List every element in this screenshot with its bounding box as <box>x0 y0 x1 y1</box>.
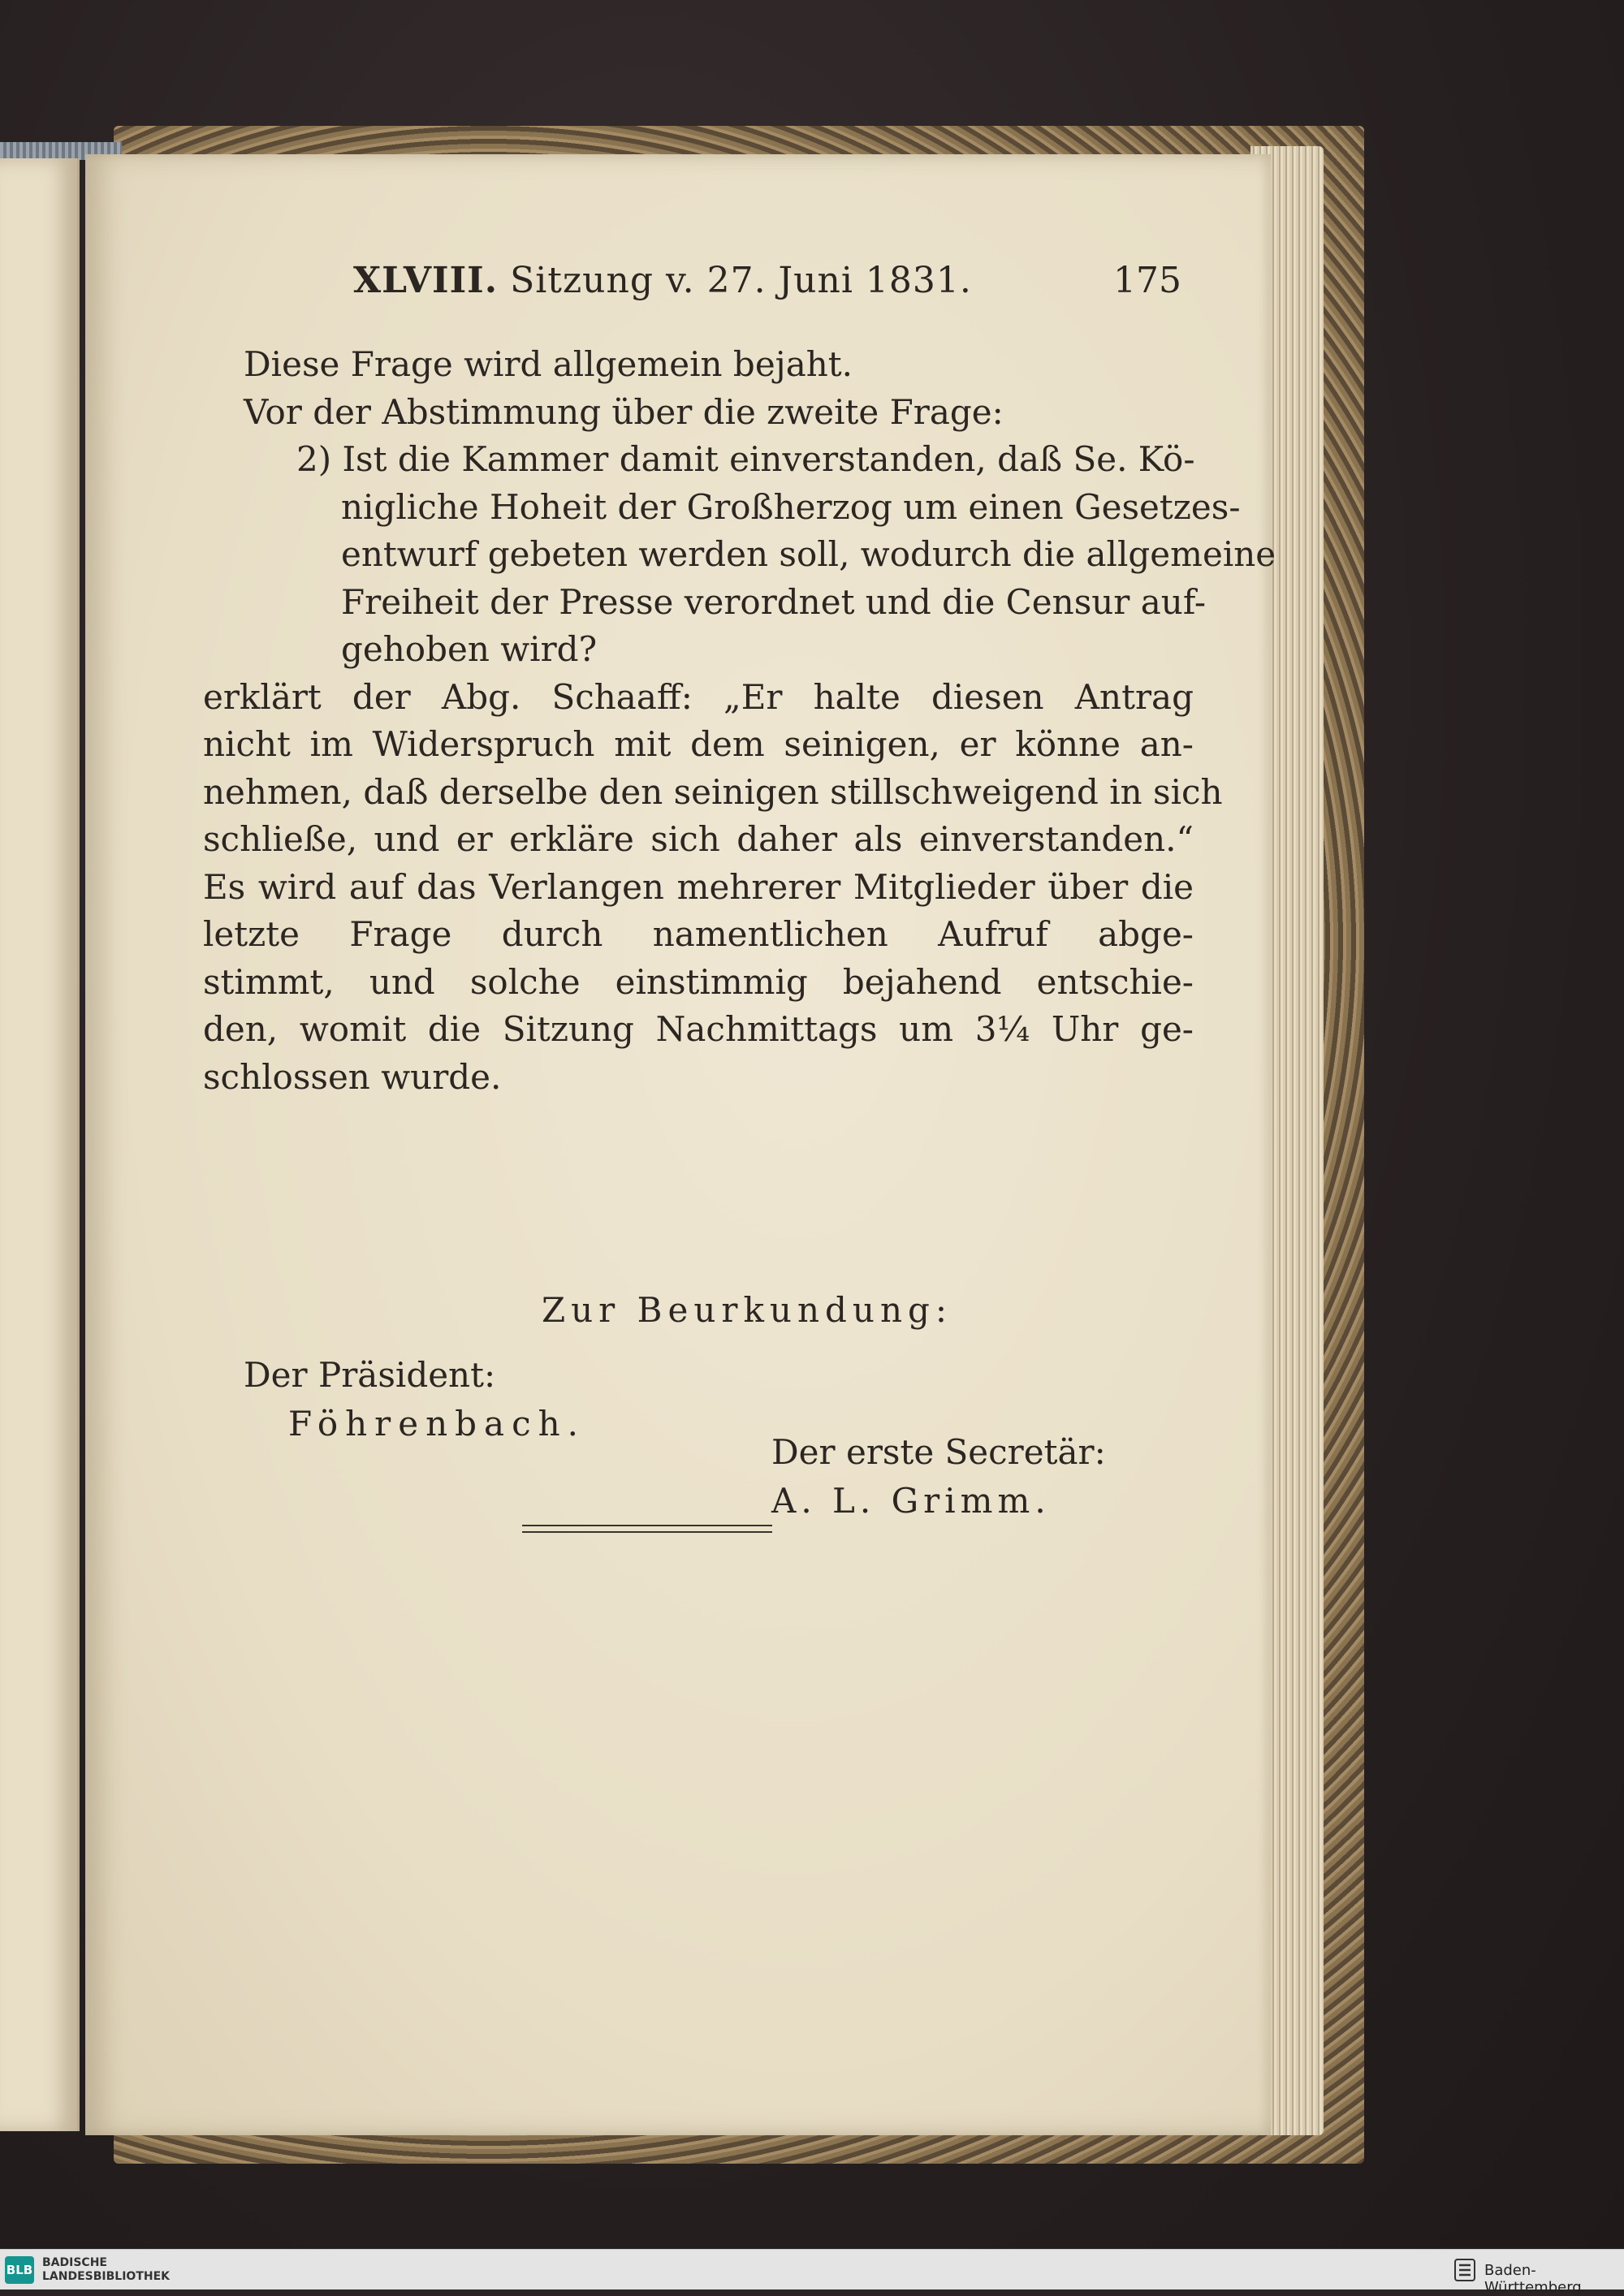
president-label: Der Präsident: <box>244 1355 496 1395</box>
running-header <box>353 260 1181 325</box>
blb-logo-icon[interactable]: BLB <box>5 2256 34 2284</box>
text-line: nehmen, daß derselbe den seinigen stillschweigend in sich <box>203 771 1223 812</box>
session-date: Sitzung v. 27. Juni 1831. <box>510 260 972 301</box>
page-number: 175 <box>1113 260 1181 301</box>
text-line: den, womit die Sitzung Nachmittags um 3¼ Uhr ge- <box>203 1009 1194 1049</box>
president-name: Föhrenbach. <box>288 1404 586 1444</box>
text-line: nigliche Hoheit der Großherzog um einen Gesetzes- <box>341 486 1241 527</box>
text-line: letzte Frage durch namentlichen Aufruf abge- <box>203 914 1194 954</box>
text-line: gehoben wird? <box>341 629 598 669</box>
text-line: Es wird auf das Verlangen mehrerer Mitglieder über die <box>203 866 1194 907</box>
text-line: erklärt der Abg. Schaaff: „Er halte diesen Antrag <box>203 676 1194 717</box>
attestation-block <box>203 1287 1194 1521</box>
closing-double-rule <box>522 1525 772 1533</box>
library-name-line2: LANDESBIBLIOTHEK <box>42 2270 171 2283</box>
footer-bar <box>0 2249 1624 2296</box>
previous-page-edge <box>0 158 80 2131</box>
secretary-name: A. L. Grimm. <box>771 1481 1051 1521</box>
text-line: 2) Ist die Kammer damit einverstanden, daß Se. Kö- <box>296 439 1195 479</box>
attestation-heading: Zur Beurkundung: <box>541 1290 953 1330</box>
header-title <box>353 260 972 301</box>
library-name[interactable] <box>42 2256 170 2284</box>
text-line: Diese Frage wird allgemein bejaht. <box>244 344 853 384</box>
text-line: Freiheit der Presse verordnet und die Censur auf- <box>341 581 1207 622</box>
text-line: schließe, und er erkläre sich daher als einverstanden.“ <box>203 819 1194 859</box>
text-line: stimmt, und solche einstimmig bejahend entschie- <box>203 961 1194 1002</box>
book-page <box>85 154 1276 2135</box>
state-coat-of-arms-icon <box>1453 2258 1476 2282</box>
text-line: schlossen wurde. <box>203 1056 502 1097</box>
library-name-line1: BADISCHE <box>42 2256 107 2269</box>
text-line: entwurf gebeten werden soll, wodurch die allgemeine <box>341 534 1276 574</box>
secretary-label: Der erste Secretär: <box>771 1432 1106 1472</box>
text-line: Vor der Abstimmung über die zweite Frage: <box>244 391 1004 432</box>
body-text <box>203 341 1276 1101</box>
session-number: XLVIII. <box>353 260 499 301</box>
text-line: nicht im Widerspruch mit dem seinigen, er könne an- <box>203 724 1194 764</box>
state-label[interactable]: Baden-Württemberg <box>1484 2262 1582 2296</box>
